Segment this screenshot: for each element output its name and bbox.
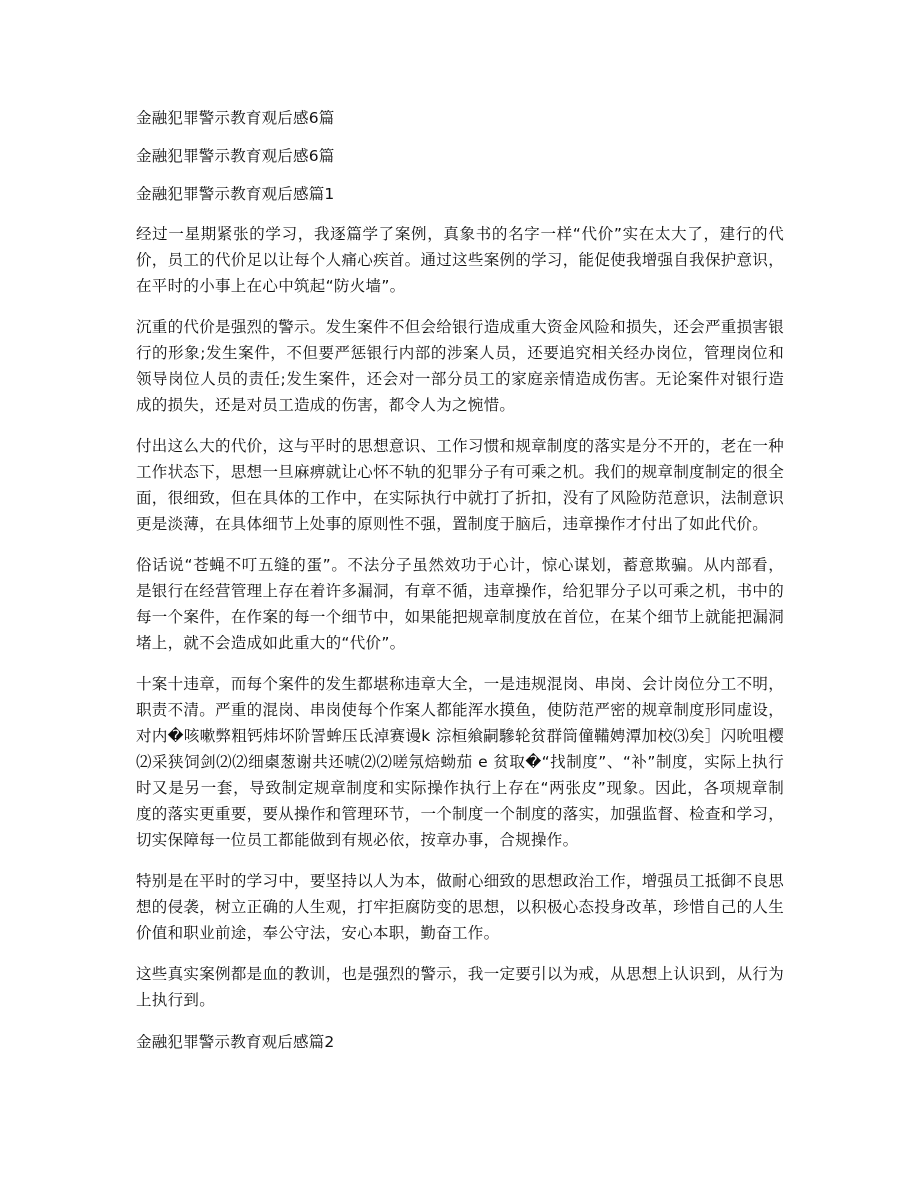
paragraph-2: 沉重的代价是强烈的警示。发生案件不但会给银行造成重大资金风险和损失，还会严重损害银行的形象;发生案件，不但要严惩银行内部的涉案人员，还要追究相关经办岗位，管理岗位和领导岗位人员的责任;发生案件，还会对一部分员工的家庭亲情造成伤害。无论案件对银行造成的损失，还是对员工造成的伤害，都令人为之惋惜。 xyxy=(136,318,784,414)
paragraph-4: 俗话说“苍蝇不叮五缝的蛋”。不法分子虽然效功于心计，惊心谋划，蓄意欺骗。从内部看，是银行在经营管理上存在着许多漏洞，有章不循，违章操作，给犯罪分子以可乘之机，书中的每一个案件，在作案的每一个细节中，如果能把规章制度放在首位，在某个细节上就能把漏洞堵上，就不会造成如此重大的“代价”。 xyxy=(136,556,784,652)
paragraph-1: 经过一星期紧张的学习，我逐篇学了案例，真象书的名字一样“代价”实在太大了，建行的代价，员工的代价足以让每个人痛心疾首。通过这些案例的学习，能促使我增强自我保护意识，在平时的小事上在心中筑起“防火墙”。 xyxy=(136,225,784,295)
paragraph-3: 付出这么大的代价，这与平时的思想意识、工作习惯和规章制度的落实是分不开的，老在一种工作状态下，思想一旦麻痹就让心怀不轨的犯罪分子有可乘之机。我们的规章制度制定的很全面，很细致，但在具体的工作中，在实际执行中就打了折扣，没有了风险防范意识，法制意识更是淡薄，在具体细节上处事的原则性不强，置制度于脑后，违章操作才付出了如此代价。 xyxy=(136,437,784,533)
document-title: 金融犯罪警示教育观后感6篇 xyxy=(136,109,335,127)
section-heading-1: 金融犯罪警示教育观后感篇1 xyxy=(136,185,335,203)
paragraph-7: 这些真实案例都是血的教训，也是强烈的警示，我一定要引以为戒，从思想上认识到，从行为上执行到。 xyxy=(136,965,784,1009)
section-heading-2: 金融犯罪警示教育观后感篇2 xyxy=(136,1033,335,1051)
paragraph-5: 十案十违章，而每个案件的发生都堪称违章大全，一是违规混岗、串岗、会计岗位分工不明，职责不清。严重的混岗、串岗使每个作案人都能浑水摸鱼，使防范严密的规章制度形同虚设，对内�咳嗽弊粗钙炜坏阶詈蛑压氐淖赛谩k 淙桓飨嗣驂轮贫群筒僮鞴娉潭加校⑶矣］闪吮咀樱⑵采狭饲剑⑵⑵细㮚葱谢共还唬⑵⑵嗟氖焙蚴茄 e 贫取�“找制度”、“补”制度，实际上执行时又是另一套，导致制定规章制度和实际操作执行上存在“两张皮”现象。因此，各项规章制度的落实更重要，要从操作和管理环节，一个制度一个制度的落实，加强监督、检查和学习，切实保障每一位员工都能做到有规必依，按章办事，合规操作。 xyxy=(136,675,784,849)
document-content xyxy=(136,107,784,1069)
document-subtitle: 金融犯罪警示教育观后感6篇 xyxy=(136,147,335,165)
paragraph-6: 特别是在平时的学习中，要坚持以人为本，做耐心细致的思想政治工作，增强员工抵御不良思想的侵袭，树立正确的人生观，打牢拒腐防变的思想，以积极心态投身改革，珍惜自己的人生价值和职业前途，奉公守法，安心本职，勤奋工作。 xyxy=(136,872,784,942)
